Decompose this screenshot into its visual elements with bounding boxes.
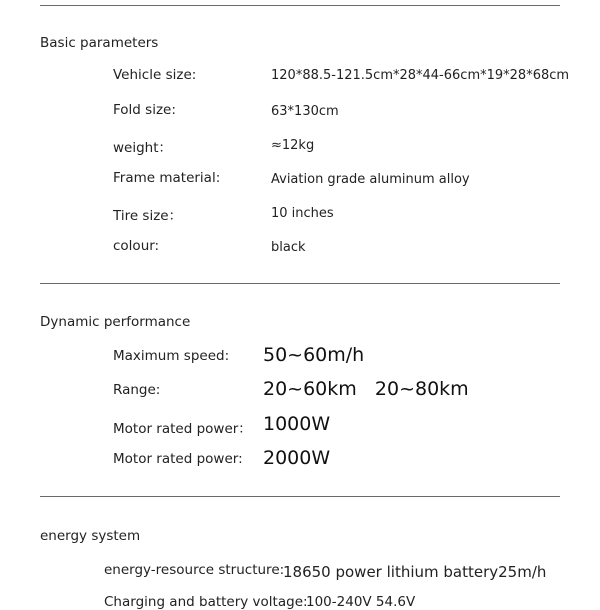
divider-top bbox=[40, 5, 560, 6]
label-motor-rated-power-1: Motor rated power： bbox=[113, 421, 252, 437]
value-motor-rated-power-2: 2000W bbox=[263, 447, 331, 469]
label-weight: weight： bbox=[113, 140, 173, 156]
label-fold-size: Fold size: bbox=[113, 102, 176, 118]
label-motor-rated-power-2: Motor rated power: bbox=[113, 451, 243, 467]
value-maximum-speed: 50~60m/h bbox=[263, 344, 365, 366]
value-frame-material: Aviation grade aluminum alloy bbox=[271, 172, 470, 187]
value-fold-size: 63*130cm bbox=[271, 104, 339, 119]
label-tire-size: Tire size： bbox=[113, 208, 183, 224]
value-colour: black bbox=[271, 240, 306, 255]
value-vehicle-size: 120*88.5-121.5cm*28*44-66cm*19*28*68cm bbox=[271, 68, 570, 83]
value-range: 20~60km 20~80km bbox=[263, 378, 469, 400]
value-energy-resource-structure: 18650 power lithium battery25m/h bbox=[283, 563, 547, 581]
label-maximum-speed: Maximum speed: bbox=[113, 348, 230, 364]
value-charging-battery-voltage: 100-240V 54.6V bbox=[306, 594, 416, 610]
label-charging-battery-voltage: Charging and battery voltage: bbox=[104, 594, 308, 610]
section-title-dynamic: Dynamic performance bbox=[40, 314, 191, 330]
label-colour: colour: bbox=[113, 238, 160, 254]
value-motor-rated-power-1: 1000W bbox=[263, 413, 331, 435]
label-range: Range: bbox=[113, 382, 161, 398]
value-weight: ≈12kg bbox=[271, 138, 315, 153]
label-vehicle-size: Vehicle size: bbox=[113, 67, 197, 83]
divider-basic-dynamic bbox=[40, 283, 560, 284]
divider-dynamic-energy bbox=[40, 496, 560, 497]
section-title-basic: Basic parameters bbox=[40, 35, 159, 51]
label-energy-resource-structure: energy-resource structure: bbox=[104, 562, 285, 578]
section-title-energy: energy system bbox=[40, 528, 141, 544]
label-frame-material: Frame material: bbox=[113, 170, 221, 186]
value-tire-size: 10 inches bbox=[271, 206, 334, 221]
